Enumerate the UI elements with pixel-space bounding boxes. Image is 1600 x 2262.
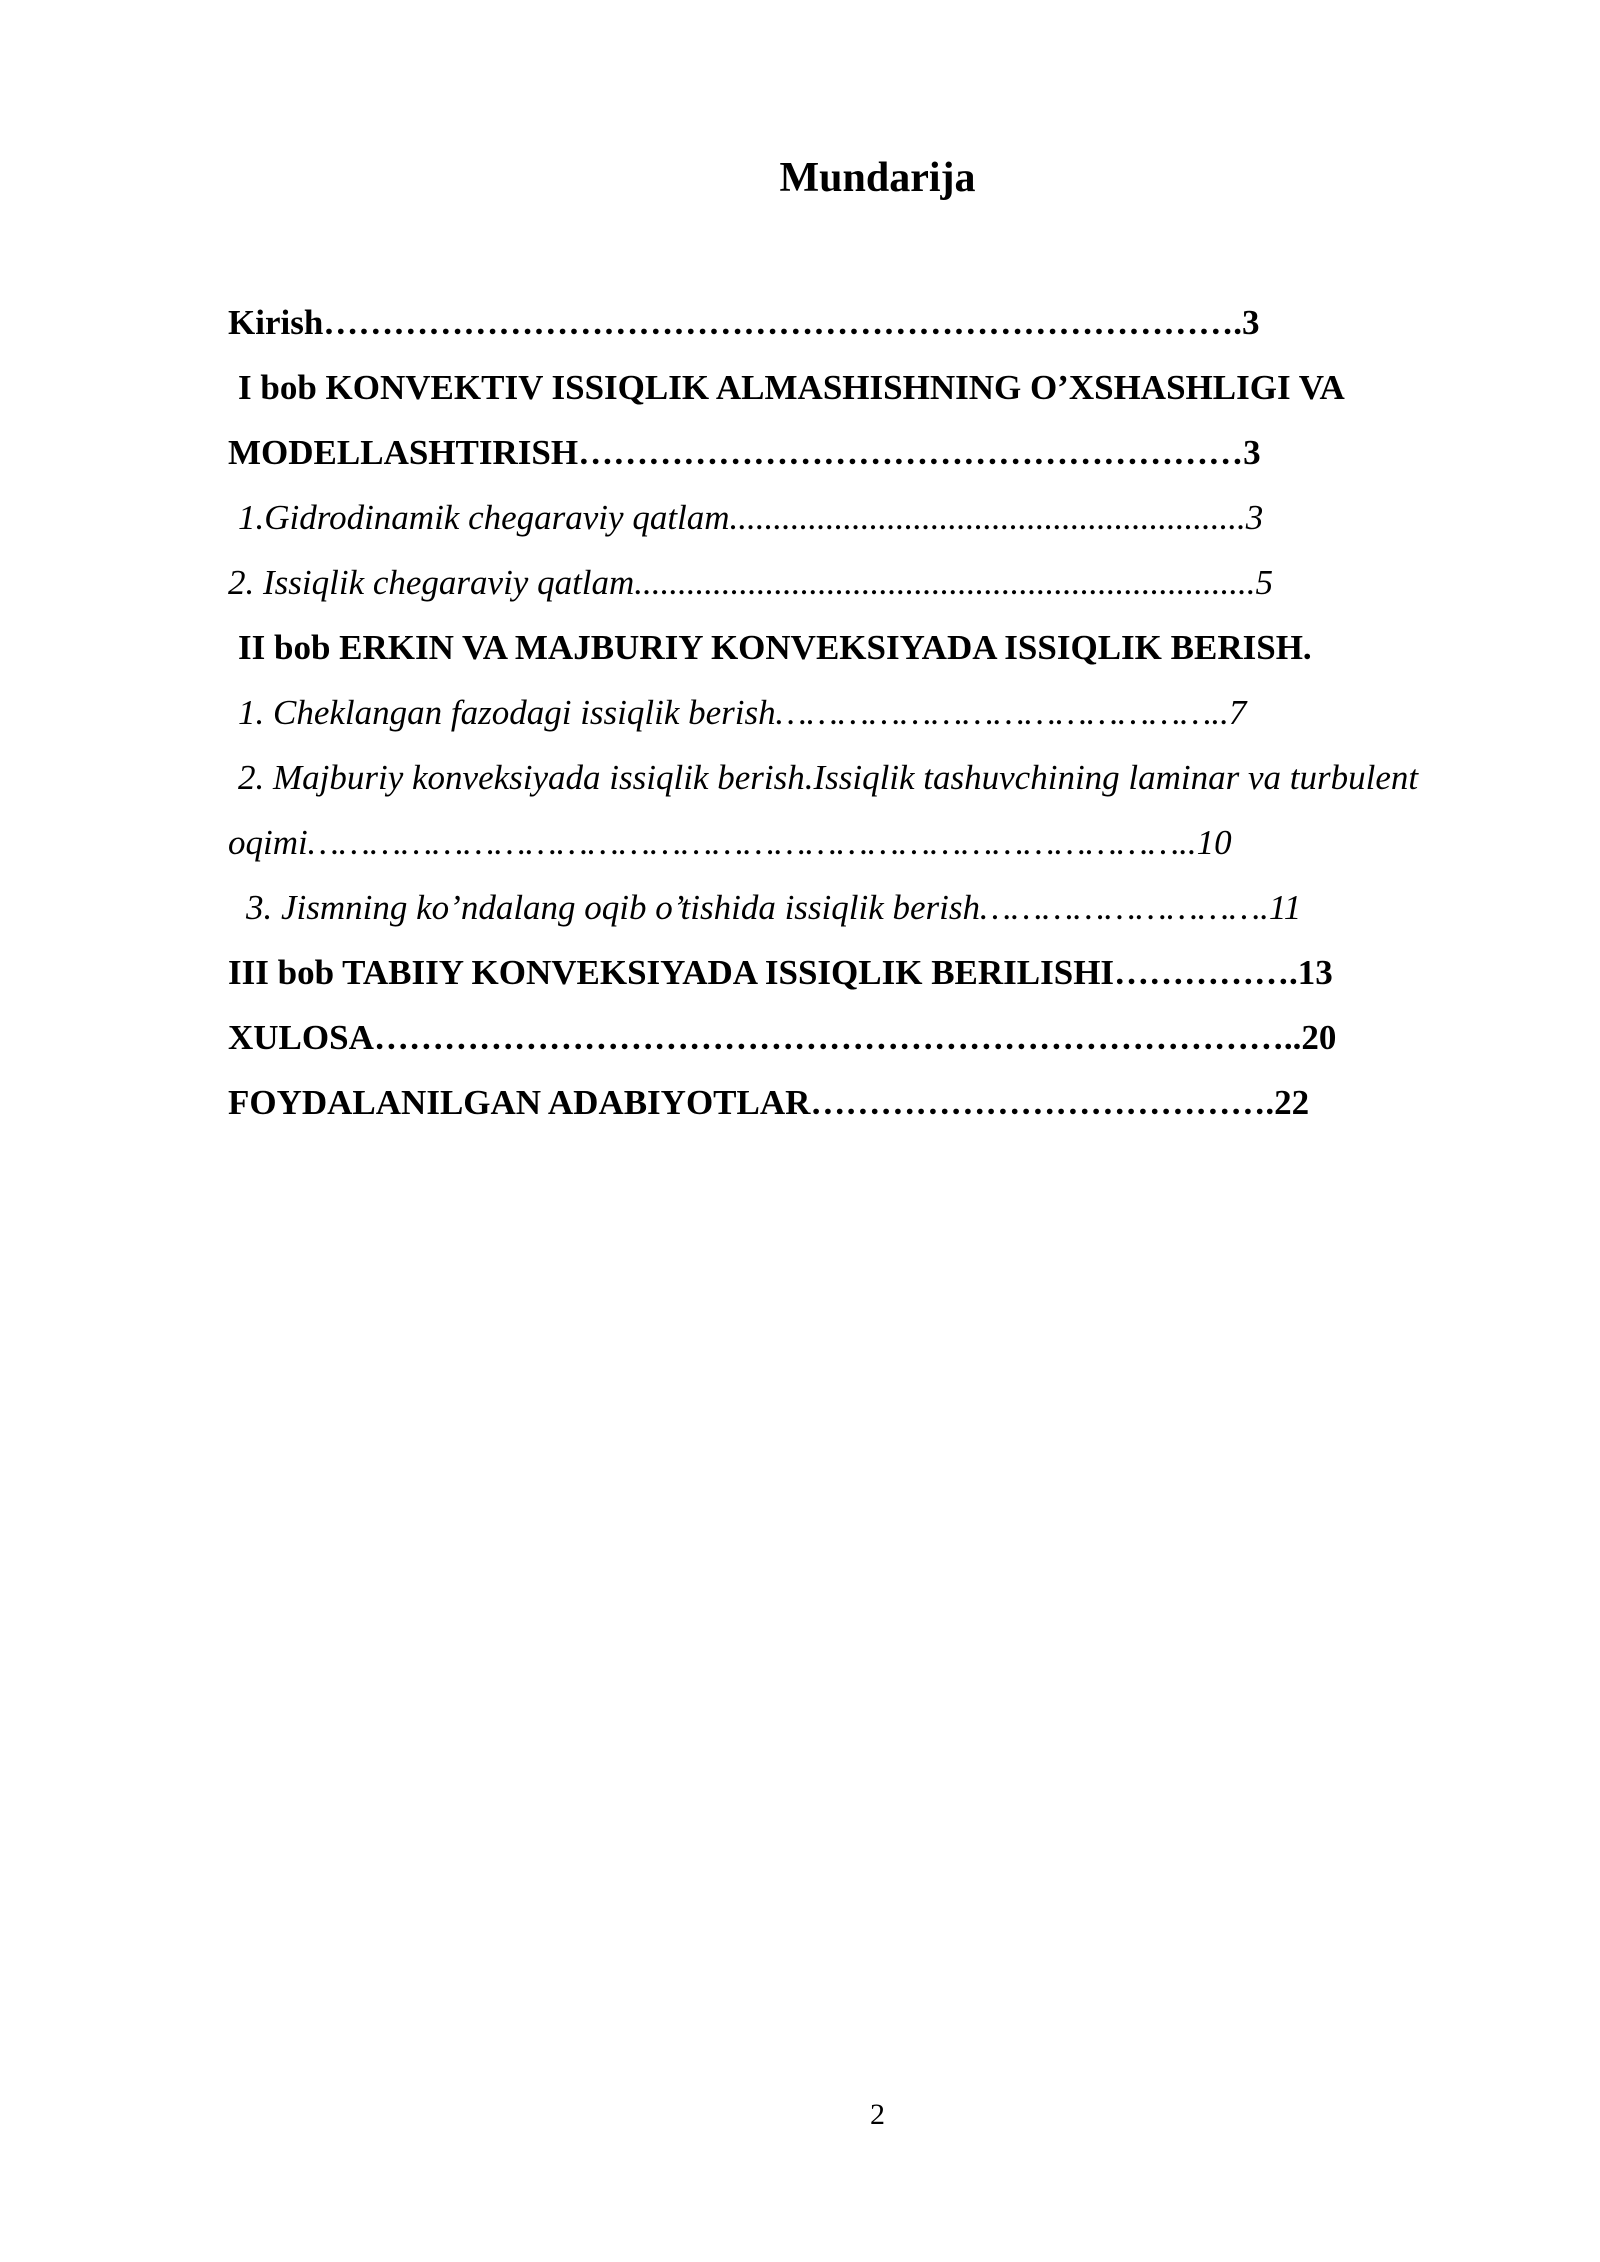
toc-entry-chapter-2-title: II bob ERKIN VA MAJBURIY KONVEKSIYADA ISSIQLIK BERISH.: [238, 628, 1312, 667]
page-title: Mundarija: [779, 155, 976, 201]
toc-entry-conclusion: XULOSA……………………………………………………………………..20: [228, 1018, 1337, 1057]
toc-entry-section-2-3: 3. Jismning ko’ndalang oqib o’tishida issiqlik berish……………………….11: [246, 888, 1302, 927]
toc-entry-references: FOYDALANILGAN ADABIYOTLAR………………………………….22: [228, 1083, 1310, 1122]
page-number: 2: [870, 2098, 885, 2131]
toc-entry-chapter-1-title-cont: MODELLASHTIRISH…………………………………………………3: [228, 433, 1261, 472]
toc-entry-section-1-2: 2. Issiqlik chegaraviy qatlam.......................................................................5: [228, 563, 1274, 602]
toc-entry-section-2-1: 1. Cheklangan fazodagi issiqlik berish……………………………………..7: [238, 693, 1247, 732]
toc-entry-chapter-3: III bob TABIIY KONVEKSIYADA ISSIQLIK BERILISHI…………….13: [228, 953, 1333, 992]
toc-entry-section-1-1: 1.Gidrodinamik chegaraviy qatlam...........................................................3: [238, 498, 1264, 537]
table-of-contents: [228, 290, 1548, 1135]
toc-entry-section-2-2: 2. Majburiy konveksiyada issiqlik berish.Issiqlik tashuvchining laminar va turbulent: [238, 758, 1419, 797]
toc-entry-introduction: Kirish…………………………………………………………………….3: [228, 303, 1260, 342]
toc-entry-section-2-2-cont: oqimi…………………………………………………………………………..10: [228, 823, 1232, 862]
toc-entry-chapter-1-title: I bob KONVEKTIV ISSIQLIK ALMASHISHNING O’XSHASHLIGI VA: [238, 368, 1345, 407]
